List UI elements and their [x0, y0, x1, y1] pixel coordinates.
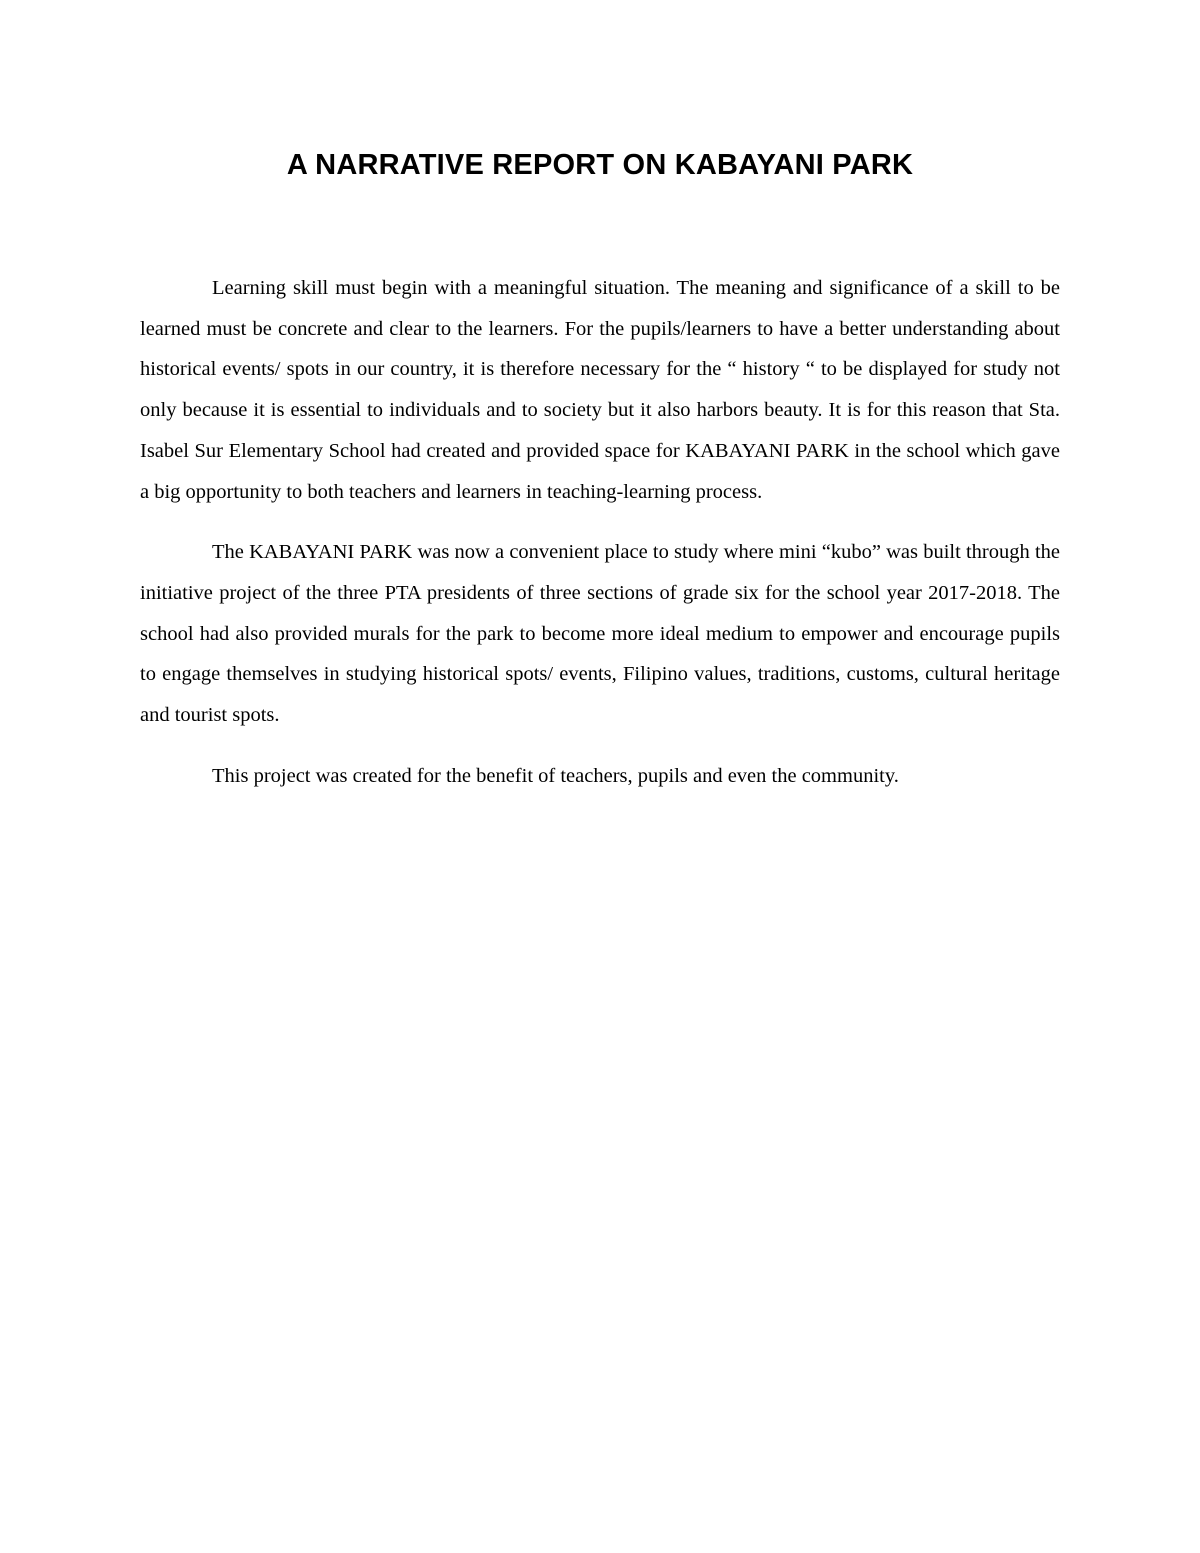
paragraph-park-description: The KABAYANI PARK was now a convenient place to study where mini “kubo” was built through the initiative project of the three PTA presidents of three sections of grade six for the school year 2017-2018. The school had also provided murals for the park to become more ideal medium to empower and encourage pupils to engage themselves in studying historical spots/ events, Filipino values, traditions, customs, cultural heritage and tourist spots.	[140, 541, 1060, 727]
paragraph-conclusion: This project was created for the benefit of teachers, pupils and even the community.	[212, 764, 899, 787]
document-title: A NARRATIVE REPORT ON KABAYANI PARK	[286, 149, 914, 181]
document-body	[140, 268, 1060, 796]
paragraph-intro: Learning skill must begin with a meaningful situation. The meaning and significance of a skill to be learned must be concrete and clear to the learners. For the pupils/learners to have a better understanding about historical events/ spots in our country, it is therefore necessary for the “ history “ to be displayed for study not only because it is essential to individuals and to society but it also harbors beauty. It is for this reason that Sta. Isabel Sur Elementary School had created and provided space for KABAYANI PARK in the school which gave a big opportunity to both teachers and learners in teaching-learning process.	[140, 277, 1060, 503]
